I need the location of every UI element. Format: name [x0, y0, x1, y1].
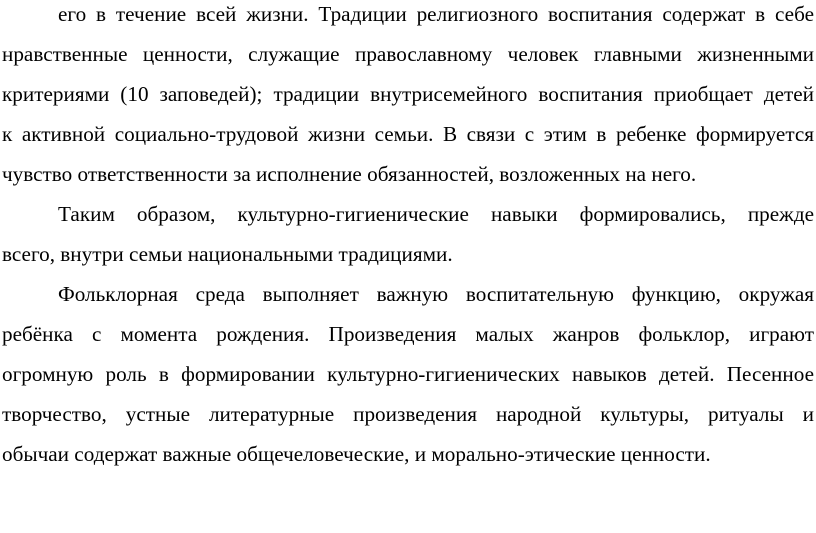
paragraph-3-line-3: огромную роль в формировании культурно-гигиенических навыков детей. Песенное [2, 362, 814, 386]
paragraph-2-line-1: Таким образом, культурно-гигиенические навыки формировались, прежде [58, 202, 814, 226]
paragraph-3-line-1: Фольклорная среда выполняет важную воспитательную функцию, окружая [58, 282, 814, 306]
paragraph-1-line-4: к активной социально-трудовой жизни семьи. В связи с этим в ребенке формируется [2, 122, 814, 146]
paragraph-1-line-3: критериями (10 заповедей); традиции внутрисемейного воспитания приобщает детей [2, 82, 814, 106]
paragraph-2-line-2: всего, внутри семьи национальными традициями. [2, 242, 453, 266]
paragraph-1-line-1: его в течение всей жизни. Традиции религиозного воспитания содержат в себе [58, 2, 814, 26]
paragraph-3-line-2: ребёнка с момента рождения. Произведения малых жанров фольклор, играют [2, 322, 814, 346]
paragraph-1-line-5: чувство ответственности за исполнение обязанностей, возложенных на него. [2, 162, 697, 186]
paragraph-1-line-2: нравственные ценности, служащие православному человек главными жизненными [2, 42, 814, 66]
paragraph-3-line-5: обычаи содержат важные общечеловеческие, и морально-этические ценности. [2, 442, 711, 466]
paragraph-3-line-4: творчество, устные литературные произведения народной культуры, ритуалы и [2, 402, 814, 426]
